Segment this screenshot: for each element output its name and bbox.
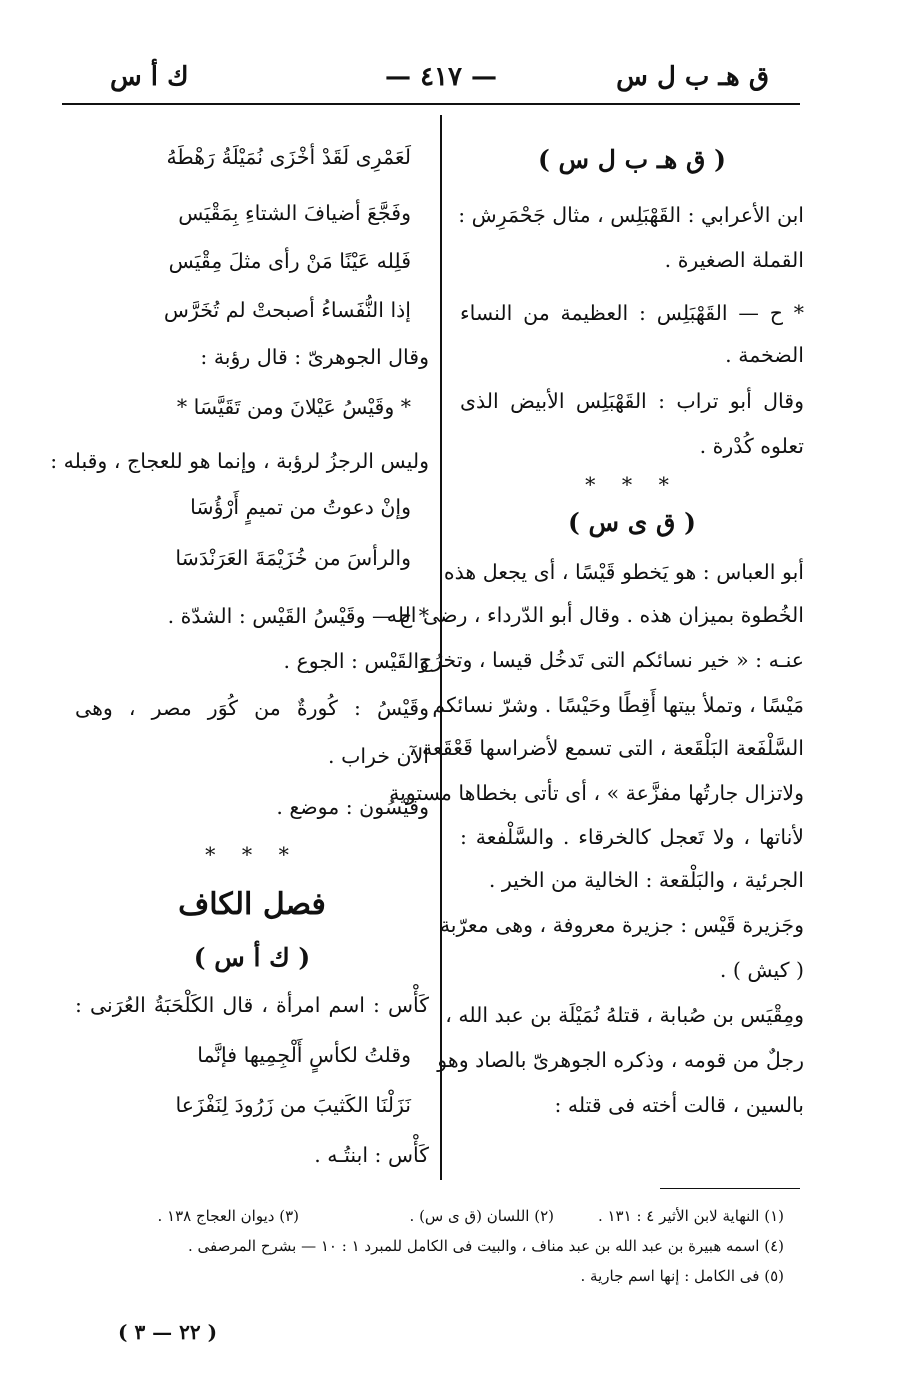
page-number: — ٤١٧ —: [385, 62, 498, 92]
text-line: الآن خراب .: [328, 744, 429, 768]
text-line: السَّلْفَعة البَلْقَعة ، التى تسمع لأضراسها قَعْقَعة ،: [408, 736, 804, 760]
text-line: والرأسَ من خُزَيْمَةَ العَرَنْدَسَا: [175, 546, 411, 570]
text-line: أبو العباس : هو يَخطو قَيْسًا ، أى يجعل هذه: [443, 560, 804, 584]
text-line: مَيْسًا ، وتملأ بيتها أَقِطًا وحَيْسًا . وشرّ نسائكم: [432, 693, 804, 717]
text-line: نَزَلْنَا الكَثيبَ من زَرُودَ لِنَفْزَعا: [175, 1093, 411, 1117]
text-line: رجلٌ من قومه ، وذكره الجوهرىّ بالصاد وهو: [437, 1048, 804, 1072]
footnote-1: (١) النهاية لابن الأثير ٤ : ١٣١ .: [597, 1207, 784, 1225]
text-line: كَأْس : ابنتُـه .: [314, 1143, 429, 1167]
footnote-rule: [660, 1188, 800, 1189]
text-line: لَعَمْرِى لَقَدْ أخْزَى نُمَيْلَةُ رَهْطَهُ: [166, 145, 411, 169]
left-column: [50, 0, 429, 1180]
text-line: الجرئية ، والبَلْقعة : الخالية من الخير .: [488, 868, 804, 892]
footnote-3: (٣) ديوان العجاج ١٣٨ .: [157, 1207, 299, 1225]
text-line: لأناتها ، ولا تَعجل كالخرقاء . والسَّلْفعة :: [460, 825, 804, 849]
text-line: وقلتُ لكأسٍ أَلْجِمِيها فإنَّما: [197, 1043, 411, 1067]
separator-stars: * * *: [205, 843, 299, 867]
signature-mark: ( ٢٢ — ٣ ): [118, 1320, 218, 1344]
text-line: كَأْس : اسم امرأة ، قال الكَلْحَبَةُ العُرَنى :: [75, 993, 429, 1017]
entry-heading: ( ق ى س ): [568, 508, 696, 537]
text-line: الضخمة .: [725, 343, 804, 367]
text-line: ومِقْيَس بن صُبابة ، قتلهُ نُمَيْلَة بن عبد الله ،: [445, 1003, 804, 1027]
section-heading: فصل الكاف: [178, 887, 326, 922]
text-line: القملة الصغيرة .: [664, 248, 804, 272]
entry-heading: ( ق هـ ب ل س ): [537, 145, 726, 174]
text-line: الخُطوة بميزان هذه . وقال أبو الدّرداء ، رضى الله: [386, 603, 804, 627]
footnote-2: (٢) اللسان (ق ى س) .: [409, 1207, 554, 1225]
text-line: وليس الرجزُ لرؤبة ، وإنما هو للعجاج ، وقبله :: [50, 449, 429, 473]
separator-stars: * * *: [585, 473, 679, 497]
entry-heading: ( ك أ س ): [193, 943, 311, 972]
header-right-entry: ق هـ ب ل س: [616, 62, 769, 92]
text-line: وفَجَّعَ أضيافَ الشتاءِ بِمَقْيَس: [178, 201, 411, 225]
text-line: * وقَيْسُ عَيْلانَ ومن تَقَيَّسَا *: [176, 395, 411, 419]
text-line: ولاتزال جارتُها مفزَّعة » ، أى تأتى بخطاها مستوية: [389, 781, 804, 805]
text-line: عنـه : « خير نسائكم التى تَدخُل قيسا ، وتخرُج: [419, 648, 804, 672]
text-line: وجَزيرة قَيْس : جزيرة معروفة ، وهى معرّبة: [439, 913, 804, 937]
text-line: تعلوه كُدْرة .: [699, 434, 804, 458]
text-line: بالسين ، قالت أخته فى قتله :: [554, 1093, 804, 1117]
text-line: والقَيْس : الجوع .: [283, 649, 429, 673]
text-line: * ح — القَهْبَلِس : العظيمة من النساء: [460, 301, 804, 325]
text-line: وإنْ دعوتُ من تميمٍ أَرْؤُسَا: [190, 495, 411, 519]
text-line: فَلِله عَيْنًا مَنْ رأى مثلَ مِقْيَس: [168, 249, 411, 273]
footnote-5: (٥) فى الكامل : إنها اسم جارية .: [580, 1267, 784, 1285]
text-line: ابن الأعرابي : القَهْبَلِس ، مثال جَحْمَرِش :: [458, 203, 804, 227]
text-line: * ح — وقَيْسُ القَيْس : الشدّة .: [167, 604, 429, 628]
text-line: وقال الجوهرىّ : قال رؤبة :: [200, 345, 429, 369]
text-line: إذا النُّفَساءُ أصبحتْ لم تُخَرَّس: [163, 298, 411, 322]
text-line: وقَيْسُون : موضع .: [276, 795, 429, 819]
text-line: وقَيْسُ : كُورةٌ من كُوَر مصر ، وهى: [75, 696, 429, 720]
footnote-4: (٤) اسمه هبيرة بن عبد الله بن عبد مناف ، والبيت فى الكامل للمبرد ١ : ١٠ — بشرح المرصفى .: [188, 1237, 784, 1255]
text-line: ( كيش ) .: [719, 958, 804, 982]
header-left-entry: ك أ س: [110, 62, 189, 92]
text-line: وقال أبو تراب : القَهْبَلِس الأبيض الذى: [460, 389, 804, 413]
